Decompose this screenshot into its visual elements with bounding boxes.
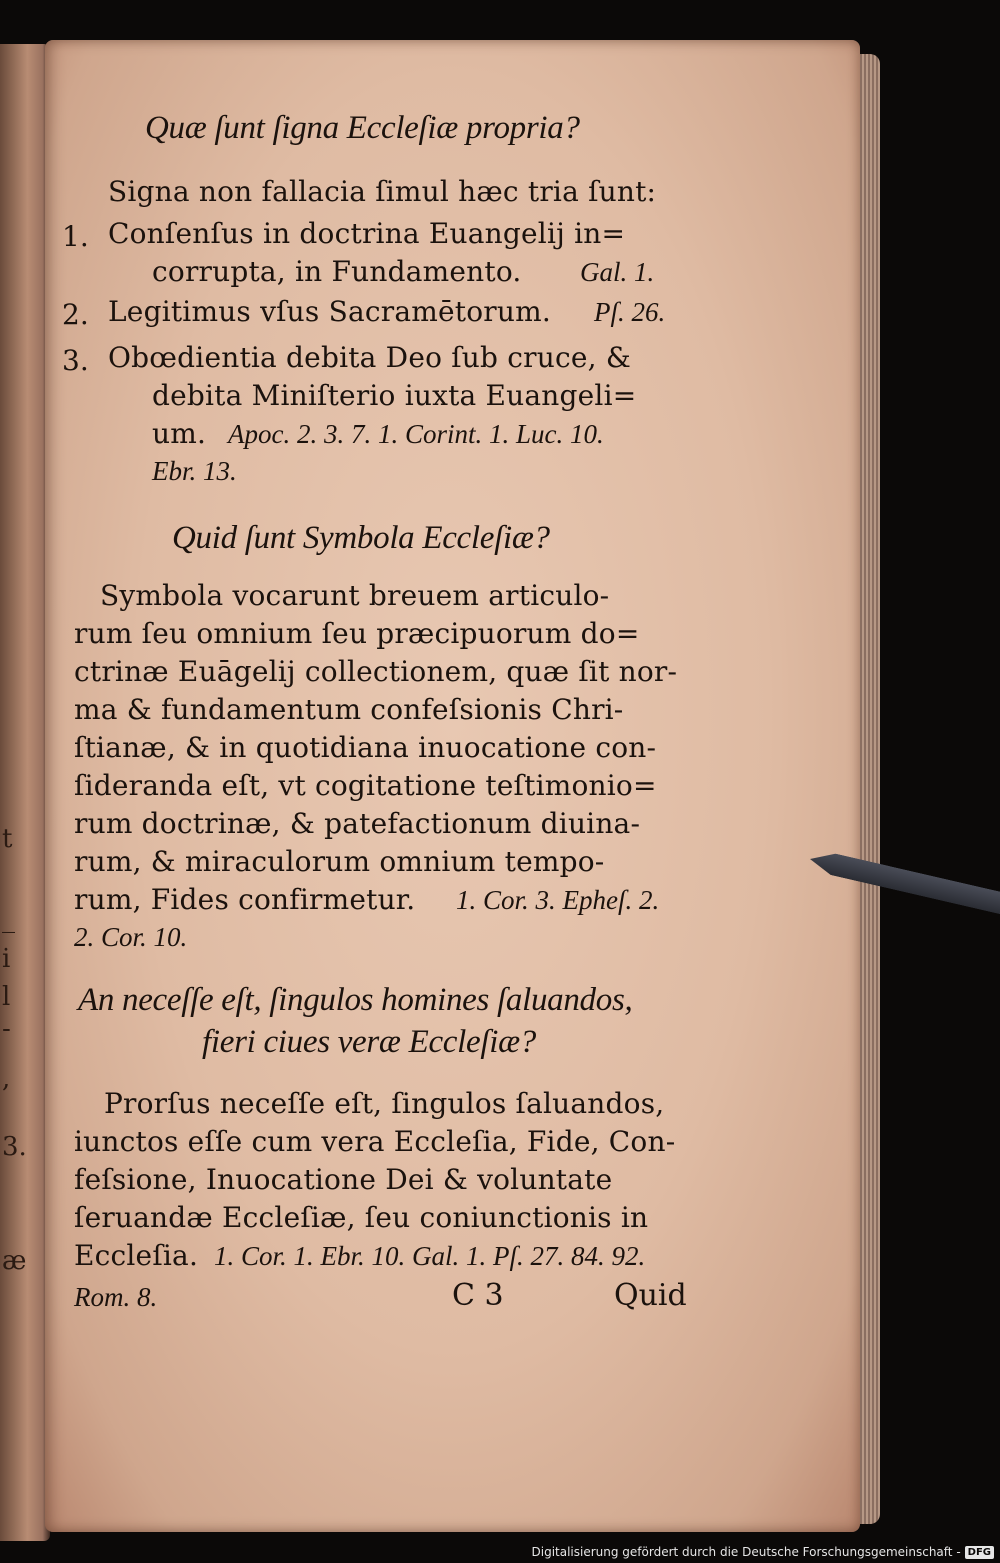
citation: Gal. 1. [580,257,655,287]
citation: Apoc. 2. 3. 7. 1. Corint. 1. Luc. 10. [228,419,604,449]
paragraph-line: ſideranda eſt, vt cogitatione teſtimonio= [74,769,657,802]
facing-page-fragment: , [2,1064,11,1094]
facing-page-fragment: æ [2,1246,27,1276]
paragraph-line: rum ſeu omnium ſeu præcipuorum do= [74,617,640,650]
dfg-logo: DFG [965,1546,994,1559]
list-number: 1. [62,220,89,253]
facing-page-fragment: t [2,824,13,854]
credit-text: Digitalisierung gefördert durch die Deutsche Forschungsgemeinschaft - [531,1545,961,1559]
facing-page-fragment: _ [2,904,15,934]
list-item-line: corrupta, in Fundamento. [152,255,522,288]
paragraph-line: Prorſus neceſſe eſt, ſingulos ſaluandos, [104,1087,665,1120]
paragraph-line: Symbola vocarunt breuem articulo- [100,579,610,612]
catchword: Quid [614,1278,687,1313]
citation: Ebr. 13. [152,456,237,486]
list-item-line: Conſenſus in doctrina Euangelij in= [108,217,626,250]
citation: 2. Cor. 10. [74,922,188,952]
footer-citation: Rom. 8. [74,1282,158,1312]
list-number: 3. [62,344,89,377]
list-item-line: Obœdientia debita Deo ſub cruce, & [108,341,631,374]
heading-necessity-line-1: An neceſſe eſt, ſingulos homines ſaluandos, [78,982,633,1018]
paragraph-line: rum, & miraculorum omnium tempo- [74,845,605,878]
heading-signs-of-church: Quæ ſunt ſigna Eccleſiæ propria? [145,110,580,146]
paragraph-line: ma & fundamentum confeſsionis Chri- [74,693,624,726]
list-item-line: debita Miniſterio iuxta Euangeli= [152,379,637,412]
facing-page-fragment: - [2,1014,11,1044]
paragraph-line: Eccleſia. [74,1239,199,1272]
intro-line: Signa non fallacia ſimul hæc tria ſunt: [108,175,657,208]
paragraph-line: ctrinæ Euāgelij collectionem, quæ ſit nor- [74,655,678,688]
facing-page-fragment: l [2,982,11,1012]
signature-mark: C 3 [452,1278,504,1313]
heading-symbols-of-church: Quid ſunt Symbola Eccleſiæ? [172,520,550,556]
paragraph-line: iunctos eſſe cum vera Eccleſia, Fide, Con- [74,1125,676,1158]
paragraph-line: ſtianæ, & in quotidiana inuocatione con- [74,731,657,764]
paragraph-line: rum doctrinæ, & patefactionum diuina- [74,807,641,840]
facing-page-edge [0,44,50,1541]
digitization-credit [532,1545,995,1559]
facing-page-fragment: 3. [2,1132,27,1162]
facing-page-fragment: i [2,944,11,974]
list-item-line: Legitimus vſus Sacramētorum. [108,295,551,328]
citation: 1. Cor. 3. Epheſ. 2. [456,885,660,915]
paragraph-line: rum, Fides confirmetur. [74,883,416,916]
citation: Pſ. 26. [594,297,666,327]
heading-necessity-line-2: fieri ciues veræ Eccleſiæ? [202,1024,537,1060]
citation: 1. Cor. 1. Ebr. 10. Gal. 1. Pſ. 27. 84. 92. [214,1241,646,1271]
list-item-line: um. [152,417,207,450]
paragraph-line: feſsione, Inuocatione Dei & voluntate [74,1163,613,1196]
list-number: 2. [62,298,89,331]
paragraph-line: ſeruandæ Eccleſiæ, ſeu coniunctionis in [74,1201,649,1234]
